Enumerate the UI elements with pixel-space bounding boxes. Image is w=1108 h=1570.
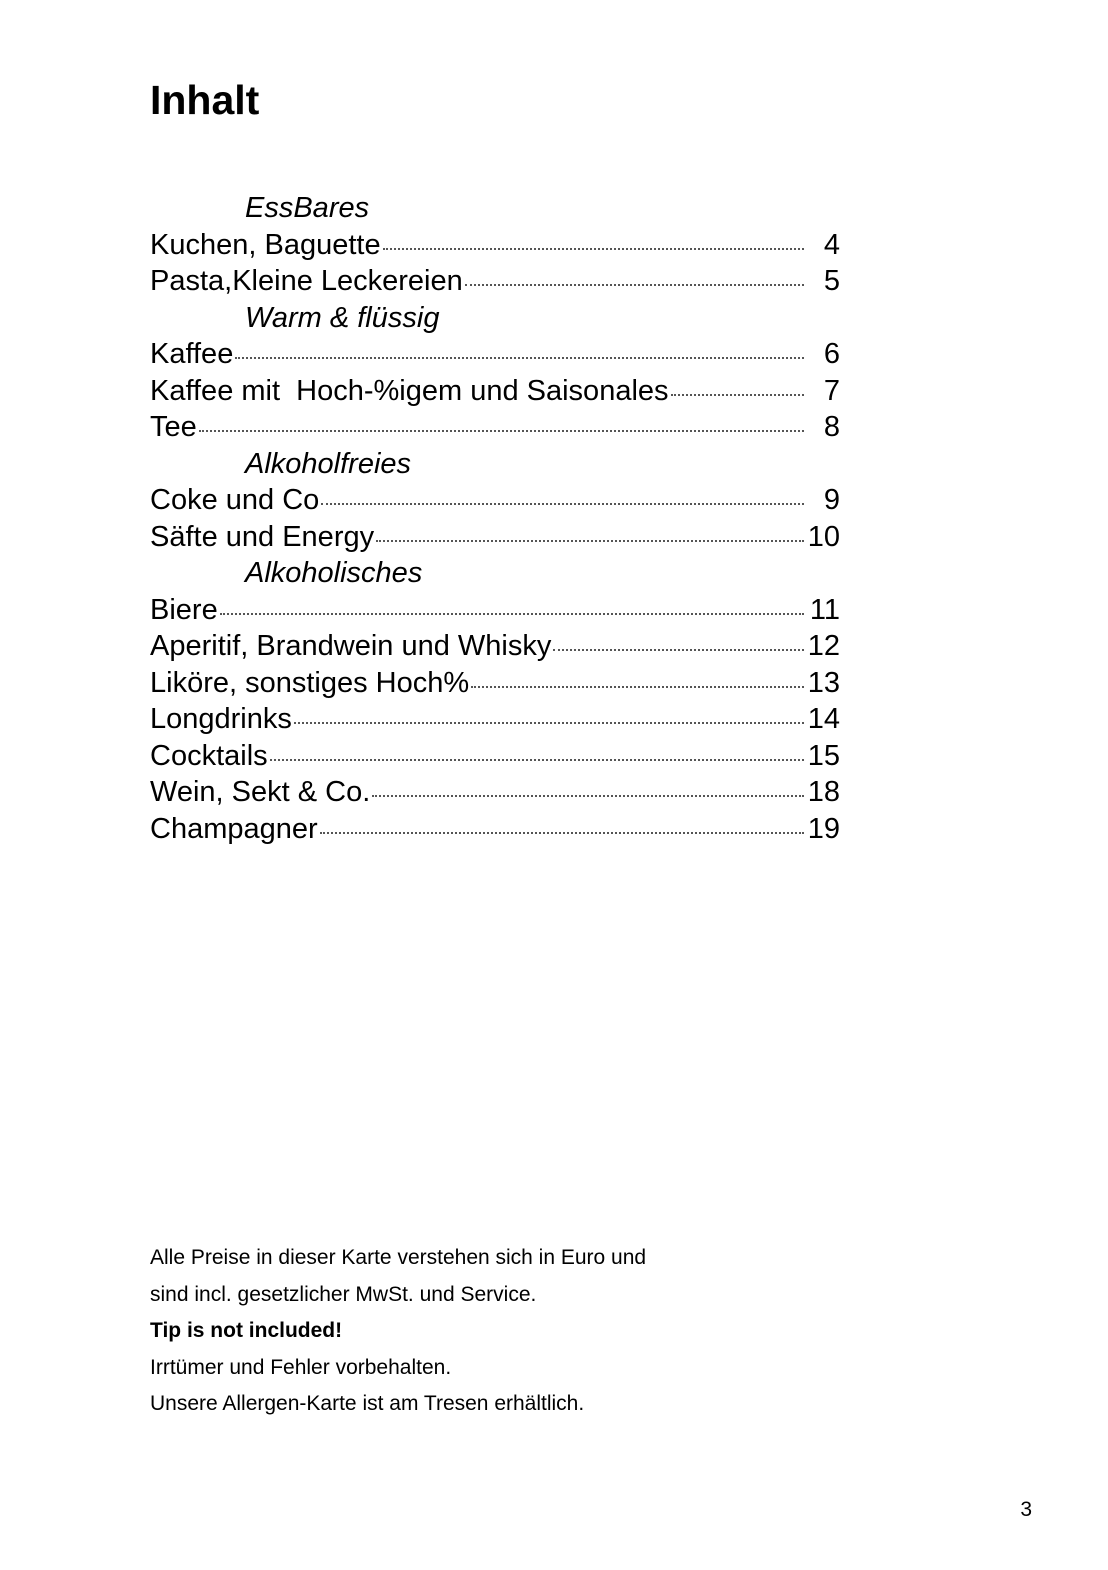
dot-leader: [372, 795, 804, 797]
dot-leader: [294, 722, 804, 724]
toc-section-heading: Alkoholfreies: [245, 447, 412, 480]
toc-entry-label: Champagner: [150, 812, 318, 845]
page-title: Inhalt: [150, 77, 260, 123]
page-number: 3: [1020, 1498, 1032, 1521]
dot-leader: [553, 649, 804, 651]
dot-leader: [220, 613, 804, 615]
toc-entry: [150, 774, 840, 811]
toc-entry-page: 5: [823, 265, 840, 297]
toc-entry-page: 9: [823, 484, 840, 516]
toc-entry: [150, 373, 840, 410]
toc-entry-page: 18: [807, 776, 840, 808]
toc-entry-label: Kuchen, Baguette: [150, 228, 381, 261]
footer-line-prices: Alle Preise in dieser Karte verstehen sich in Euro und: [150, 1246, 647, 1269]
footer-notes: [150, 1240, 646, 1423]
dot-leader: [376, 540, 804, 542]
toc-entry: [150, 263, 840, 300]
toc-section-heading: EssBares: [245, 192, 370, 224]
toc-entry-page: 12: [807, 630, 840, 662]
toc-entry: [150, 482, 840, 519]
toc-entry-page: 8: [823, 411, 840, 443]
dot-leader: [270, 759, 804, 761]
toc-entry-page: 13: [807, 666, 840, 699]
dot-leader: [383, 248, 804, 250]
toc-entry-label: Kaffee: [150, 338, 234, 370]
dot-leader: [471, 686, 804, 688]
toc-entry-label: Biere: [150, 593, 218, 626]
toc-entry: [150, 592, 840, 629]
toc-entry-label: Aperitif, Brandwein und Whisky: [150, 630, 552, 662]
dot-leader: [321, 503, 804, 505]
toc-entry-label: Longdrinks: [150, 703, 292, 735]
toc-entry: [150, 811, 840, 848]
dot-leader: [320, 832, 804, 834]
toc-section-heading: Warm & flüssig: [245, 301, 440, 334]
toc-entry: [150, 701, 840, 738]
toc-section-heading: Alkoholisches: [245, 557, 423, 589]
toc-entry-page: 19: [807, 812, 840, 845]
footer-line-allergen: Unsere Allergen-Karte ist am Tresen erhältlich.: [150, 1392, 585, 1415]
toc-entry-page: 7: [823, 374, 840, 407]
toc-entry-label: Säfte und Energy: [150, 520, 375, 553]
footer-line-tip: Tip is not included!: [150, 1319, 343, 1342]
dot-leader: [671, 394, 804, 396]
footer-line-errors: Irrtümer und Fehler vorbehalten.: [150, 1355, 452, 1379]
dot-leader: [199, 430, 804, 432]
toc-entry-page: 6: [823, 338, 840, 370]
toc-entry: [150, 336, 840, 373]
toc-entry: [150, 519, 840, 556]
toc-entry-page: 10: [807, 520, 840, 553]
toc-entry: [150, 738, 840, 775]
dot-leader: [235, 357, 804, 359]
toc-entry-label: Wein, Sekt & Co.: [150, 776, 371, 808]
toc-entry-label: Liköre, sonstiges Hoch%: [150, 666, 470, 699]
toc-entry: [150, 227, 840, 264]
dot-leader: [465, 284, 804, 286]
toc-entry: [150, 665, 840, 702]
toc-entry-label: Kaffee mit Hoch-%igem und Saisonales: [150, 374, 669, 407]
toc-entry-label: Cocktails: [150, 739, 268, 772]
toc-entry-page: 11: [809, 593, 840, 626]
toc-entry-page: 4: [823, 228, 840, 261]
footer-line-tax: sind incl. gesetzlicher MwSt. und Service.: [150, 1282, 537, 1306]
toc-entry: [150, 409, 840, 446]
table-of-contents: [150, 190, 840, 847]
toc-entry-label: Tee: [150, 411, 197, 443]
toc-entry: [150, 628, 840, 665]
toc-entry-label: Pasta,Kleine Leckereien: [150, 265, 463, 297]
toc-entry-page: 15: [807, 739, 840, 772]
toc-entry-label: Coke und Co: [150, 484, 320, 516]
toc-entry-page: 14: [807, 703, 840, 735]
